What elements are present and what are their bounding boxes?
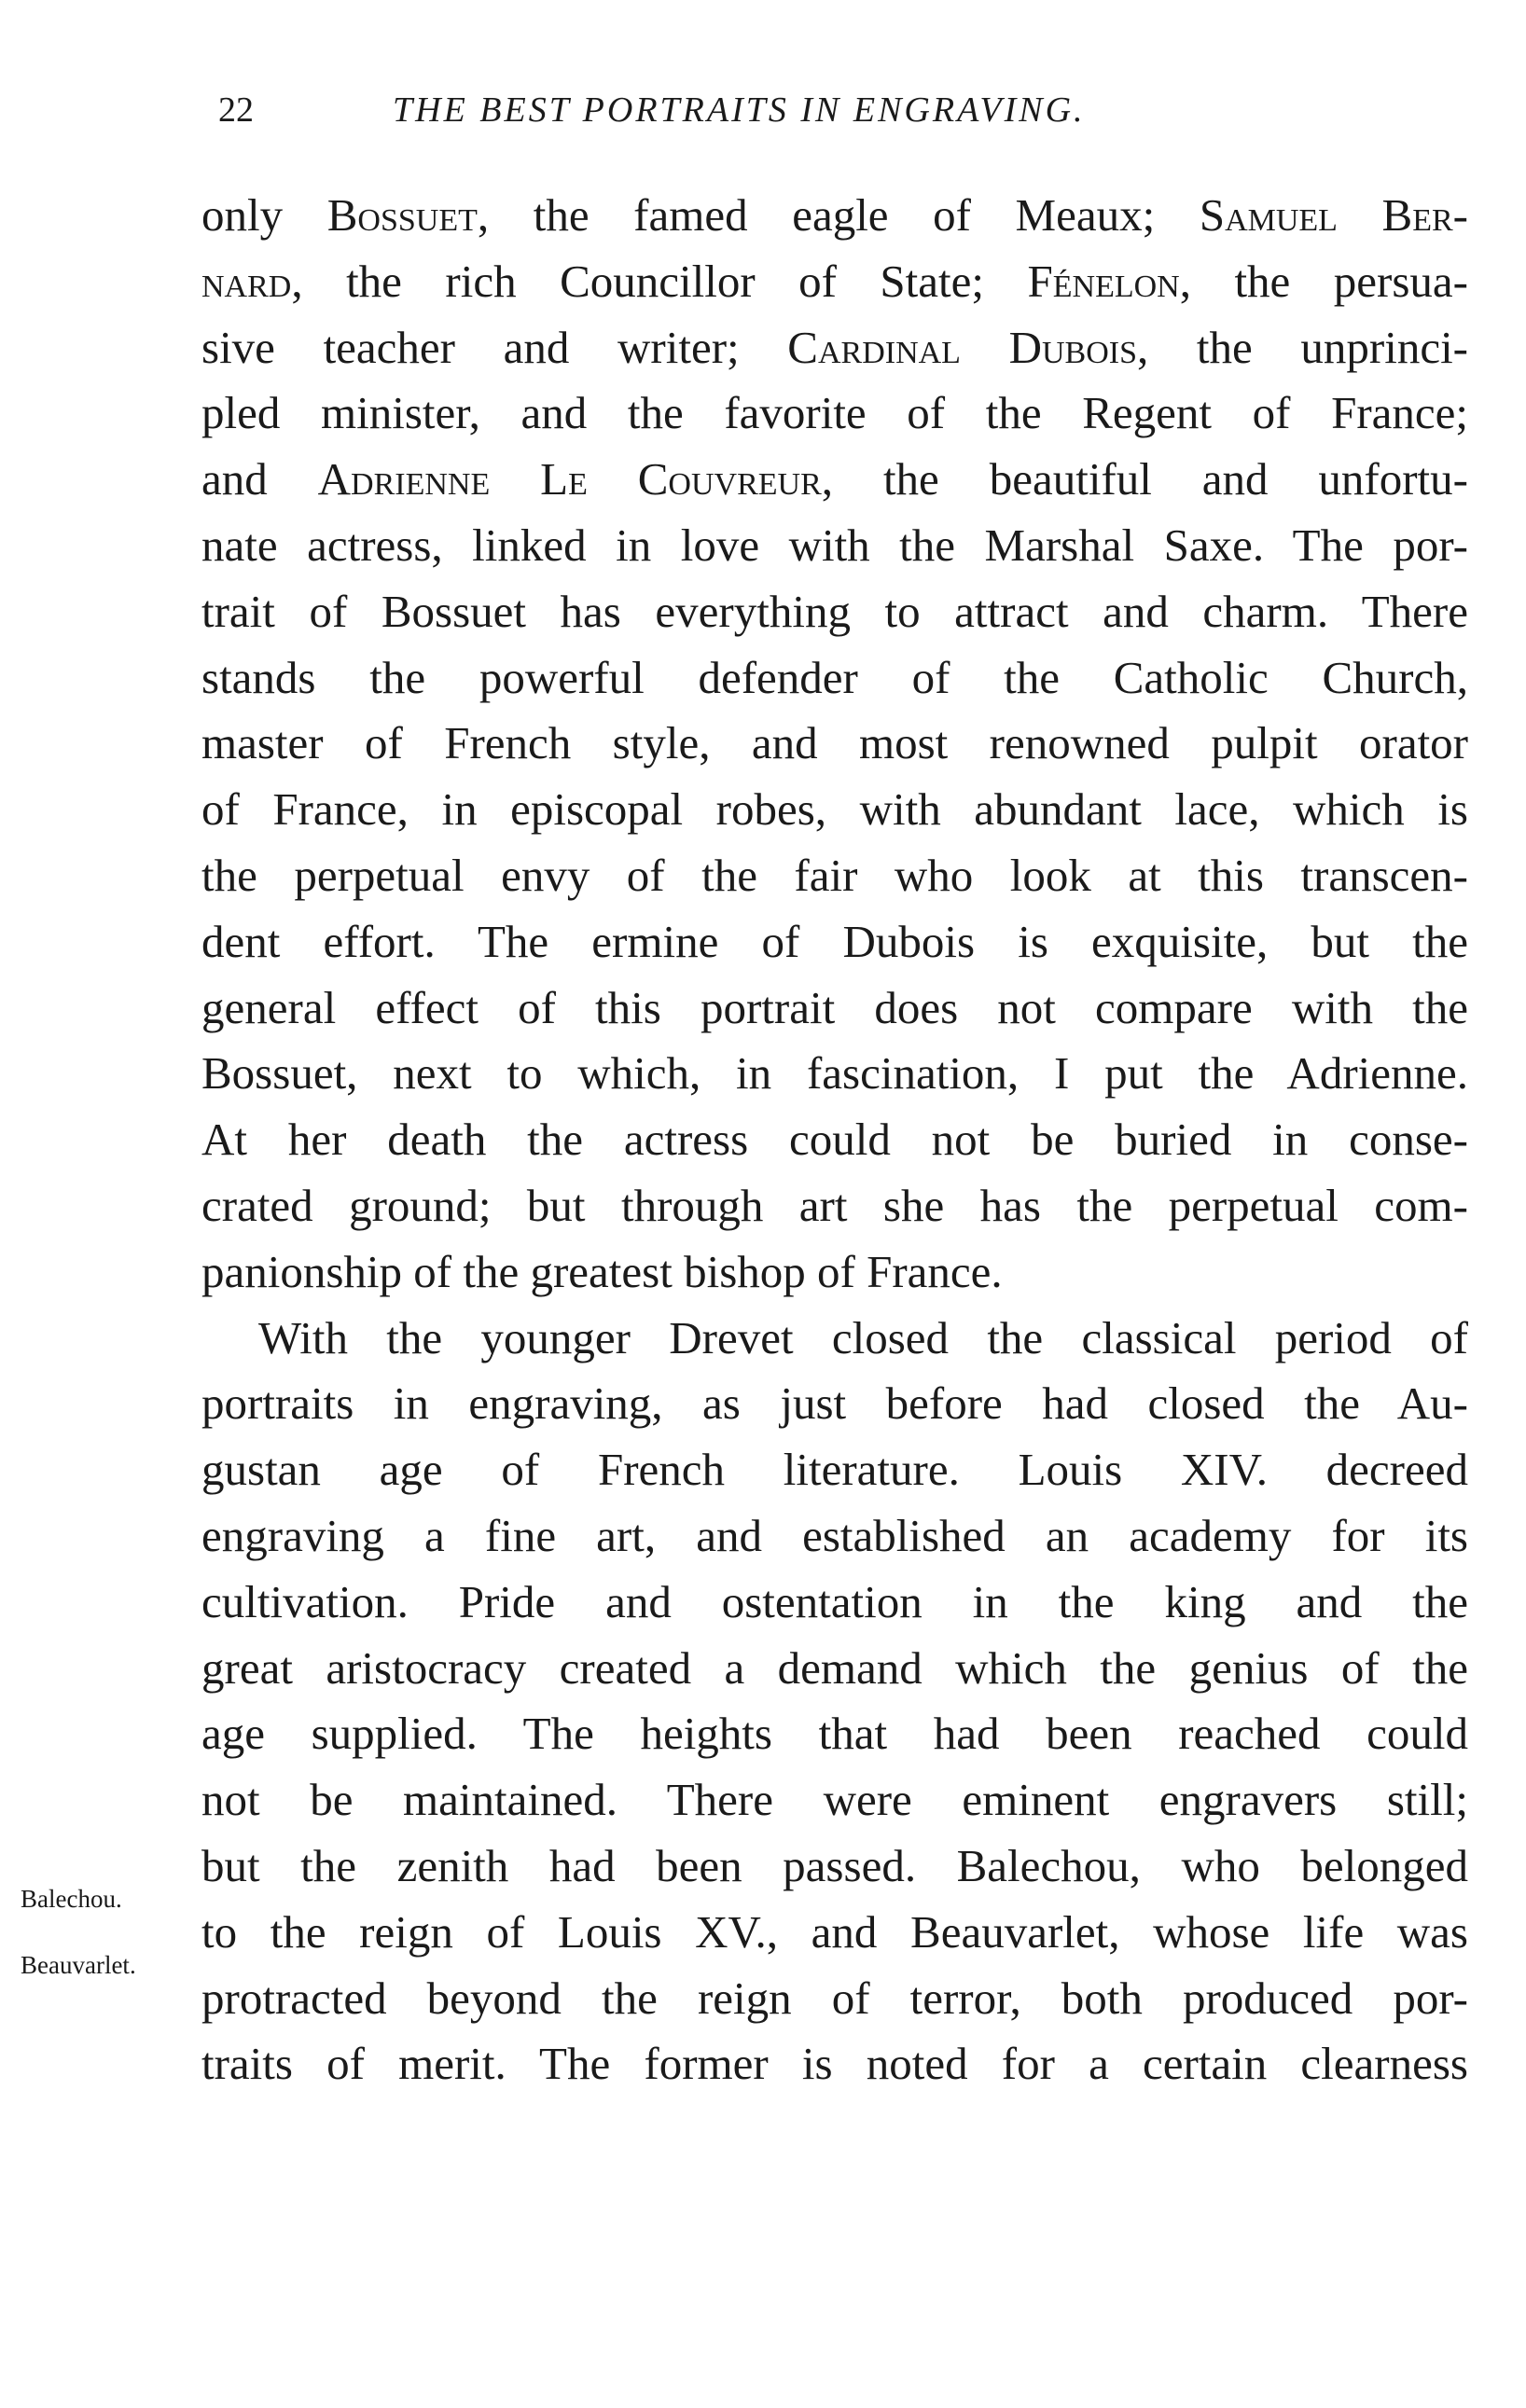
text-line-2: nard, the rich Councillor of State; Fénelon, the persua- <box>201 255 1468 307</box>
margin-note-beauvarlet: Beauvarlet. <box>21 1951 136 1979</box>
text-line-16: crated ground; but through art she has the perpetual com- <box>201 1179 1468 1231</box>
text-line-28: protracted beyond the reign of terror, both produced por- <box>201 1972 1468 2024</box>
text-line-1: only Bossuet, the famed eagle of Meaux; Samuel Ber- <box>201 189 1468 241</box>
text-line-23: great aristocracy created a demand which the genius of the <box>201 1641 1468 1694</box>
text-line-14: Bossuet, next to which, in fascination, I put the Adrienne. <box>201 1047 1468 1100</box>
text-line-7: trait of Bossuet has everything to attract and charm. There <box>201 585 1468 637</box>
text-line-6: nate actress, linked in love with the Marshal Saxe. The por- <box>201 519 1468 571</box>
page-number: 22 <box>218 90 254 130</box>
running-title: THE BEST PORTRAITS IN ENGRAVING. <box>393 90 1086 130</box>
name-samuel-bernard: Samuel Ber- <box>1199 189 1468 241</box>
body-text <box>201 183 1468 2097</box>
text-line-17: panionship of the greatest bishop of France. <box>201 1245 1003 1297</box>
name-bernard-cont: nard <box>201 255 292 307</box>
text-line-15: At her death the actress could not be buried in conse- <box>201 1114 1468 1166</box>
text-line-13: general effect of this portrait does not compare with the <box>201 981 1468 1033</box>
text-line-11: the perpetual envy of the fair who look at this transcen- <box>201 849 1468 901</box>
text-line-12: dent effort. The ermine of Dubois is exquisite, but the <box>201 915 1468 967</box>
text-line-27: to the reign of Louis XV., and Beauvarlet, whose life was <box>201 1905 1468 1958</box>
text-line-26: but the zenith had been passed. Balechou, who belonged <box>201 1839 1468 1891</box>
text-line-10: of France, in episcopal robes, with abundant lace, which is <box>201 783 1468 836</box>
name-fenelon: Fénelon <box>1027 255 1180 307</box>
text-line-21: engraving a fine art, and established an academy for its <box>201 1509 1468 1561</box>
name-bossuet: Bossuet <box>326 189 478 241</box>
text-line-20: gustan age of French literature. Louis XIV. decreed <box>201 1444 1468 1496</box>
text-line-25: not be maintained. There were eminent engravers still; <box>201 1774 1468 1826</box>
text-line-19: portraits in engraving, as just before had closed the Au- <box>201 1377 1468 1430</box>
text-line-5: and Adrienne Le Couvreur, the beautiful and unfortu- <box>201 453 1468 505</box>
name-adrienne-le-couvreur: Adrienne Le Couvreur <box>317 453 822 505</box>
text-line-24: age supplied. The heights that had been reached could <box>201 1708 1468 1760</box>
text-line-9: master of French style, and most renowned pulpit orator <box>201 717 1468 769</box>
text-line-18: With the younger Drevet closed the classical period of <box>258 1311 1468 1363</box>
margin-note-balechou: Balechou. <box>21 1885 122 1913</box>
running-head <box>201 82 1282 138</box>
text-line-3: sive teacher and writer; Cardinal Dubois, the unprinci- <box>201 321 1468 373</box>
text-line-22: cultivation. Pride and ostentation in the king and the <box>201 1575 1468 1627</box>
text-line-29: traits of merit. The former is noted for a certain clearness <box>201 2038 1468 2090</box>
name-cardinal-dubois: Cardinal Dubois <box>787 321 1137 373</box>
text-line-4: pled minister, and the favorite of the Regent of France; <box>201 387 1468 439</box>
text-line-8: stands the powerful defender of the Catholic Church, <box>201 651 1468 703</box>
